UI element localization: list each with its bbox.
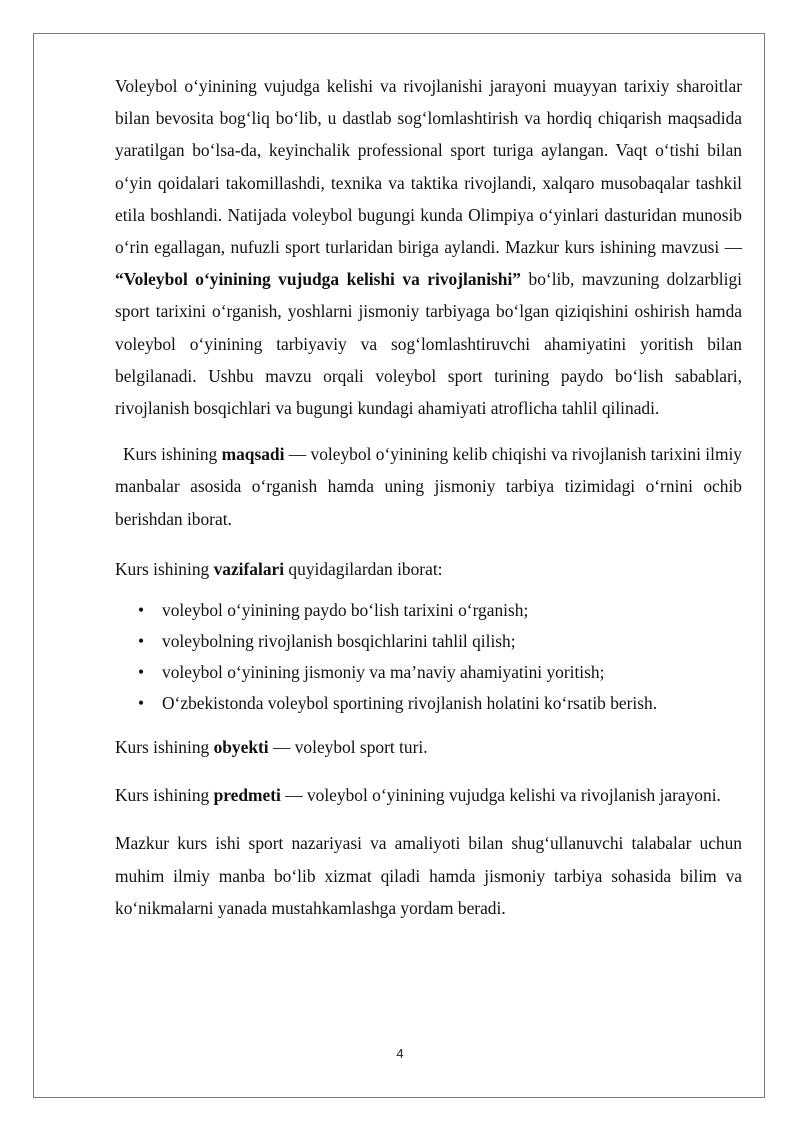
tasks-tail: quyidagilardan iborat: xyxy=(284,558,443,579)
document-body xyxy=(115,70,742,924)
goal-text: — voleybol o‘yinining kelib chiqishi va rivojlanish tarixini ilmiy manbalar asosida o‘rganish hamda uning jismoniy tarbiya tizimidagi o‘rnini ochib berishdan iborat. xyxy=(115,444,742,529)
subject-paragraph xyxy=(115,779,742,811)
bullet-icon: • xyxy=(138,600,145,621)
intro-text-end: bo‘lib, mavzuning dolzarbligi sport tarixini o‘rganish, yoshlarni jismoniy tarbiyaga bo‘lgan qiziqishini oshirish hamda voleybol o‘yinining tarbiyaviy va sog‘lomlashtiruvchi ahamiyatini yoritish bilan belgilanadi. Ushbu mavzu orqali voleybol sport turining paydo bo‘lish sabablari, rivojlanish bosqichlari va bugungi kundagi ahamiyati atroflicha tahlil qilinadi. xyxy=(115,269,743,419)
tasks-list xyxy=(115,595,742,719)
task-item-text: voleybol o‘yinining paydo bo‘lish tarixini o‘rganish; xyxy=(162,600,529,621)
task-item-text: voleybolning rivojlanish bosqichlarini tahlil qilish; xyxy=(162,631,516,652)
object-paragraph xyxy=(115,731,742,763)
task-item xyxy=(115,626,742,657)
object-term: obyekti xyxy=(213,737,269,758)
tasks-heading-paragraph xyxy=(115,553,742,585)
task-item-text: voleybol o‘yinining jismoniy va ma’naviy ahamiyatini yoritish; xyxy=(162,662,605,683)
subject-text: — voleybol o‘yinining vujudga kelishi va rivojlanish jarayoni. xyxy=(280,785,721,806)
intro-text-start: Voleybol o‘yinining vujudga kelishi va rivojlanishi jarayoni muayyan tarixiy sharoitlar bilan bevosita bog‘liq bo‘lib, u dastlab sog‘lomlashtirish va hordiq chiqarish maqsadida yaratilgan bo‘lsa-da, keyinchalik professional sport turiga aylangan. Vaqt o‘tishi bilan o‘yin qoidalari takomillashdi, texnika va taktika rivojlandi, xalqaro musobaqalar tashkil etila boshlandi. Natijada voleybol bugungi kunda Olimpiya o‘yinlari dasturidan munosib o‘rin egallagan, nufuzli sport turlaridan biriga aylandi. Mazkur kurs ishining mavzusi — xyxy=(115,76,742,258)
task-item-text: O‘zbekistonda voleybol sportining rivojlanish holatini ko‘rsatib berish. xyxy=(162,693,658,714)
course-topic: “Voleybol o‘yinining vujudga kelishi va rivojlanishi” xyxy=(115,269,522,290)
conclusion-paragraph: Mazkur kurs ishi sport nazariyasi va amaliyoti bilan shug‘ullanuvchi talabalar uchun muhim ilmiy manba bo‘lib xizmat qiladi hamda jismoniy tarbiya sohasida bilim va ko‘nikmalarni yanada mustahkamlashga yordam beradi. xyxy=(115,833,742,918)
goal-lead: Kurs ishining xyxy=(123,444,222,465)
page-number: 4 xyxy=(396,1046,404,1061)
subject-lead: Kurs ishining xyxy=(115,785,214,806)
subject-term: predmeti xyxy=(213,785,281,806)
task-item xyxy=(115,657,742,688)
tasks-lead: Kurs ishining xyxy=(115,558,214,579)
task-item xyxy=(115,595,742,626)
object-text: — voleybol sport turi. xyxy=(268,737,428,758)
intro-paragraph xyxy=(115,70,742,424)
bullet-icon: • xyxy=(138,662,145,683)
bullet-icon: • xyxy=(138,631,145,652)
goal-paragraph xyxy=(115,438,742,535)
goal-term: maqsadi xyxy=(221,444,285,465)
task-item xyxy=(115,688,742,719)
tasks-term: vazifalari xyxy=(213,558,285,579)
object-lead: Kurs ishining xyxy=(115,737,214,758)
bullet-icon: • xyxy=(138,693,145,714)
